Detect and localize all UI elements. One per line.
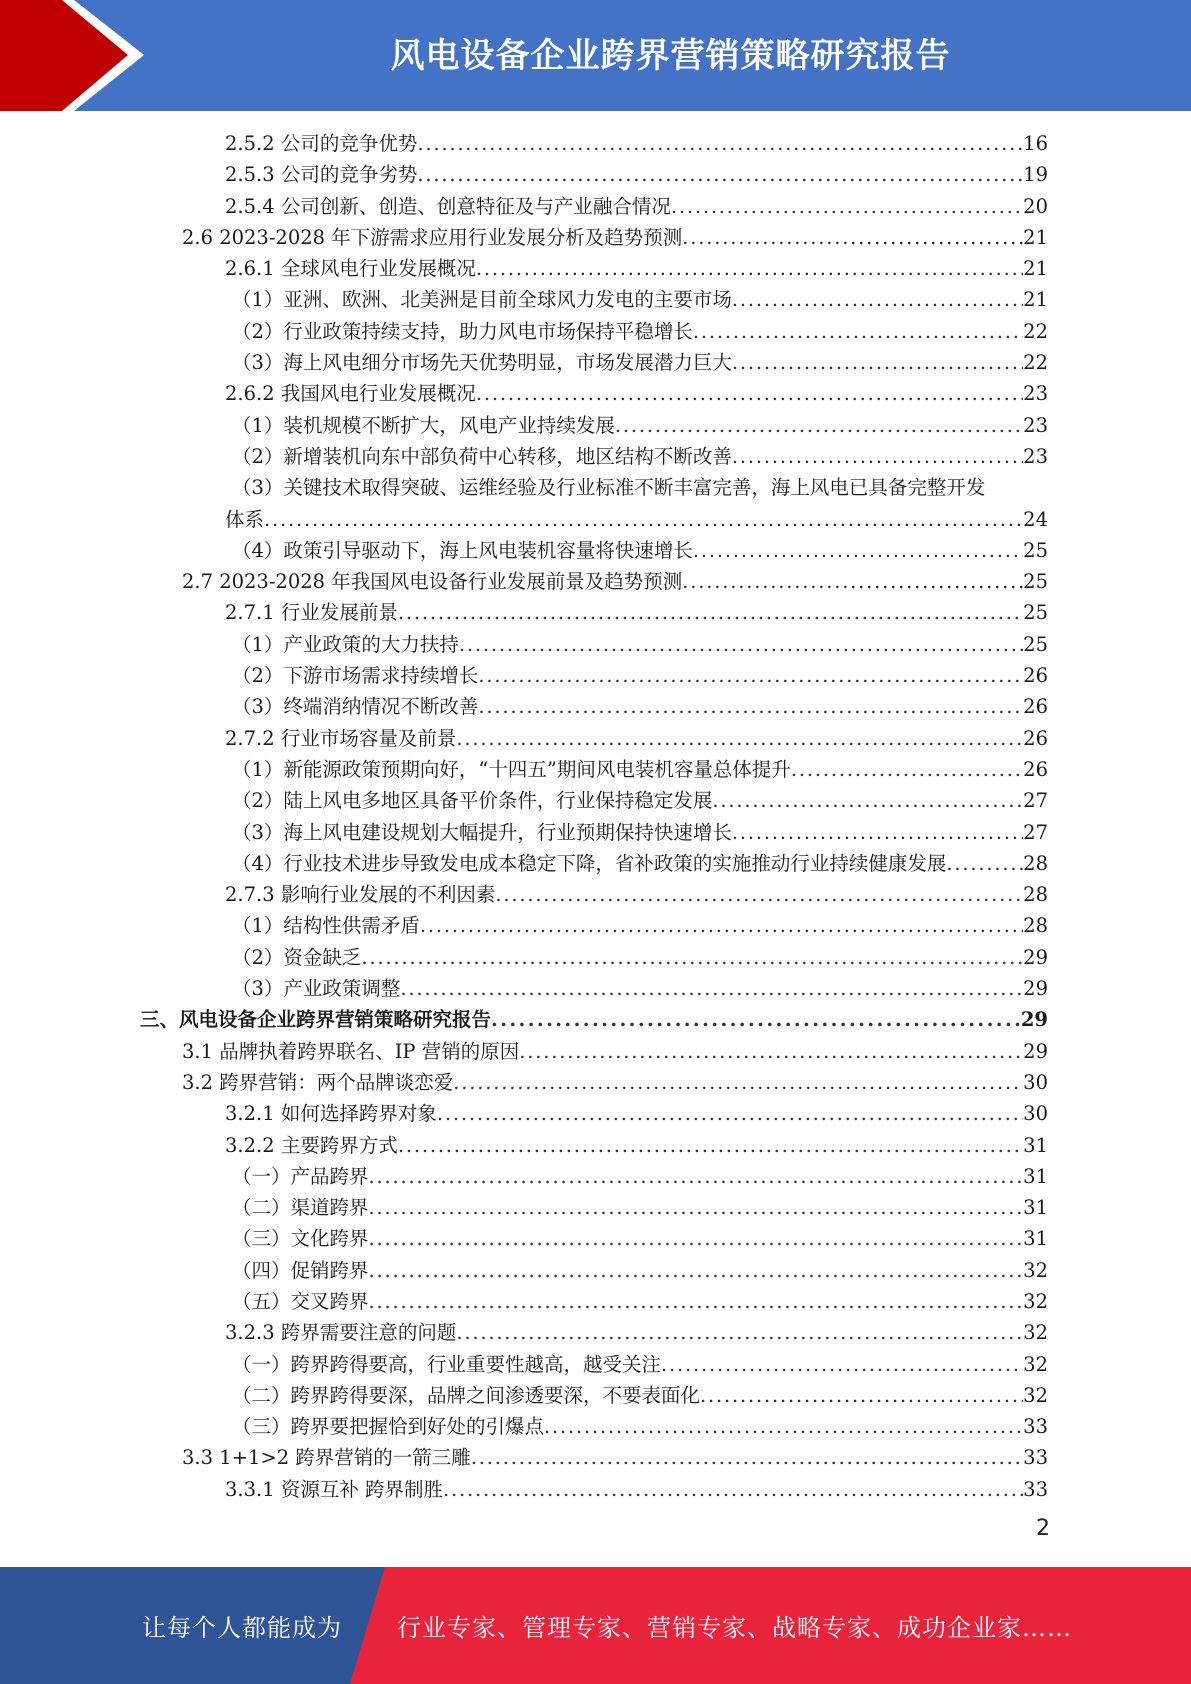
table-of-contents bbox=[140, 128, 1048, 1505]
toc-entry[interactable] bbox=[140, 1161, 1048, 1192]
dot-leader bbox=[946, 848, 1023, 879]
dot-leader bbox=[417, 159, 1023, 190]
toc-entry[interactable] bbox=[140, 629, 1048, 660]
toc-entry-page: 19 bbox=[1023, 163, 1048, 187]
toc-entry-page: 31 bbox=[1023, 1227, 1048, 1251]
toc-entry-page: 28 bbox=[1023, 914, 1048, 938]
toc-entry[interactable] bbox=[140, 942, 1048, 973]
dot-leader bbox=[369, 1192, 1024, 1223]
dot-leader bbox=[417, 128, 1023, 159]
dot-leader bbox=[456, 1317, 1023, 1348]
toc-entry-title: （二）跨界跨得要深，品牌之间渗透要深，不要表面化 bbox=[232, 1383, 701, 1407]
toc-entry[interactable] bbox=[140, 128, 1048, 159]
toc-entry-title: （1）新能源政策预期向好，“十四五”期间风电装机容量总体提升 bbox=[232, 757, 791, 781]
toc-entry-title: 3.1 品牌执着跨界联名、IP 营销的原因 bbox=[182, 1039, 520, 1063]
toc-entry[interactable] bbox=[140, 1442, 1048, 1473]
toc-entry-title: （三）跨界要把握恰到好处的引爆点 bbox=[232, 1415, 545, 1439]
toc-entry[interactable] bbox=[140, 347, 1048, 378]
toc-entry-page: 29 bbox=[1023, 1039, 1048, 1063]
dot-leader bbox=[398, 597, 1023, 628]
toc-entry-title: （1）亚洲、欧洲、北美洲是目前全球风力发电的主要市场 bbox=[232, 288, 732, 312]
dot-leader bbox=[443, 1474, 1023, 1505]
toc-entry-title: （4）政策引导驱动下，海上风电装机容量将快速增长 bbox=[232, 538, 693, 562]
toc-entry[interactable] bbox=[140, 848, 1048, 879]
toc-entry-title: （4）行业技术进步导致发电成本稳定下降，省补政策的实施推动行业持续健康发展 bbox=[232, 851, 947, 875]
dot-leader bbox=[700, 1380, 1023, 1411]
toc-entry-page: 23 bbox=[1023, 382, 1048, 406]
dot-leader bbox=[420, 910, 1023, 941]
toc-entry-page: 23 bbox=[1023, 444, 1048, 468]
toc-entry-title: （3）海上风电建设规划大幅提升，行业预期保持快速增长 bbox=[232, 820, 732, 844]
dot-leader bbox=[437, 1098, 1023, 1129]
page-title: 风电设备企业跨界营销策略研究报告 bbox=[390, 35, 951, 76]
footer-slogan-left: 让每个人都能成为 bbox=[142, 1614, 342, 1642]
toc-entry-title: （一）产品跨界 bbox=[232, 1164, 369, 1188]
toc-entry-page: 23 bbox=[1023, 413, 1048, 437]
toc-entry-title: （三）文化跨界 bbox=[232, 1227, 369, 1251]
toc-entry-page: 25 bbox=[1023, 632, 1048, 656]
toc-entry-title: 2.5.2 公司的竞争优势 bbox=[225, 132, 418, 155]
toc-entry-page: 21 bbox=[1023, 288, 1048, 312]
toc-entry-page: 28 bbox=[1023, 883, 1048, 907]
toc-entry-title: （二）渠道跨界 bbox=[232, 1196, 369, 1220]
toc-entry-title: 2.6.2 我国风电行业发展概况 bbox=[225, 382, 476, 406]
toc-entry-title: 3.3 1+1>2 跨界营销的一箭三雕 bbox=[182, 1446, 471, 1470]
dot-leader bbox=[693, 535, 1023, 566]
dot-leader bbox=[369, 1223, 1024, 1254]
toc-entry-title: （1）装机规模不断扩大，风电产业持续发展 bbox=[232, 413, 615, 437]
toc-entry-title: （3）终端消纳情况不断改善 bbox=[232, 695, 479, 719]
footer-slogan-right: 行业专家、管理专家、营销专家、战略专家、成功企业家…… bbox=[397, 1614, 1072, 1642]
toc-entry-page: 22 bbox=[1023, 319, 1048, 343]
toc-entry[interactable] bbox=[140, 191, 1048, 222]
toc-entry[interactable] bbox=[140, 597, 1048, 628]
toc-entry[interactable] bbox=[140, 410, 1048, 441]
toc-entry[interactable] bbox=[140, 1036, 1048, 1067]
toc-entry-page: 33 bbox=[1023, 1477, 1048, 1501]
toc-entry-title: （1）结构性供需矛盾 bbox=[232, 914, 420, 938]
dot-leader bbox=[671, 191, 1023, 222]
toc-entry[interactable] bbox=[140, 691, 1048, 722]
toc-entry-page: 31 bbox=[1023, 1196, 1048, 1220]
toc-entry-title: 2.6.1 全球风电行业发展概况 bbox=[225, 257, 476, 281]
toc-entry[interactable] bbox=[140, 253, 1048, 284]
toc-entry[interactable] bbox=[140, 1349, 1048, 1380]
toc-entry[interactable] bbox=[140, 378, 1048, 409]
toc-entry-page: 20 bbox=[1023, 194, 1048, 218]
toc-entry[interactable] bbox=[140, 973, 1048, 1004]
toc-entry[interactable] bbox=[140, 1192, 1048, 1223]
toc-entry-page: 30 bbox=[1023, 1102, 1048, 1126]
chevron-arrow-icon bbox=[0, 0, 160, 111]
toc-entry[interactable] bbox=[140, 1255, 1048, 1286]
toc-entry-page: 32 bbox=[1023, 1258, 1048, 1282]
toc-entry-page: 29 bbox=[1020, 1008, 1048, 1032]
toc-entry-page: 32 bbox=[1023, 1289, 1048, 1313]
toc-entry-page: 26 bbox=[1023, 664, 1048, 688]
toc-entry-title: 三、风电设备企业跨界营销策略研究报告 bbox=[140, 1008, 492, 1032]
toc-entry-title: 2.5.3 公司的竞争劣势 bbox=[225, 163, 418, 187]
toc-entry-page: 32 bbox=[1023, 1352, 1048, 1376]
dot-leader bbox=[369, 1286, 1024, 1317]
toc-entry[interactable] bbox=[140, 284, 1048, 315]
toc-entry-page: 22 bbox=[1023, 351, 1048, 375]
dot-leader bbox=[398, 1130, 1023, 1161]
toc-entry-page: 25 bbox=[1023, 570, 1048, 594]
toc-entry-title: 3.2 跨界营销：两个品牌谈恋爱 bbox=[182, 1070, 454, 1094]
toc-entry-page: 29 bbox=[1023, 945, 1048, 969]
toc-entry[interactable] bbox=[140, 566, 1048, 597]
toc-entry-title: 2.7.1 行业发展前景 bbox=[225, 601, 398, 625]
dot-leader bbox=[478, 691, 1023, 722]
toc-entry[interactable] bbox=[140, 159, 1048, 190]
toc-entry[interactable] bbox=[140, 723, 1048, 754]
dot-leader bbox=[459, 629, 1023, 660]
toc-entry-title: 2.7 2023-2028 年我国风电设备行业发展前景及趋势预测 bbox=[182, 570, 683, 594]
dot-leader bbox=[495, 879, 1023, 910]
toc-entry-page: 24 bbox=[1023, 507, 1048, 531]
toc-entry-title: （2）行业政策持续支持，助力风电市场保持平稳增长 bbox=[232, 319, 693, 343]
toc-entry-title: （3）产业政策调整 bbox=[232, 977, 401, 1001]
toc-entry[interactable] bbox=[140, 1411, 1048, 1442]
toc-entry[interactable] bbox=[140, 1130, 1048, 1161]
dot-leader bbox=[456, 723, 1023, 754]
toc-entry[interactable] bbox=[140, 910, 1048, 941]
toc-entry-title: 2.5.4 公司创新、创造、创意特征及与产业融合情况 bbox=[225, 194, 671, 218]
dot-leader bbox=[369, 1255, 1024, 1286]
toc-entry-page: 28 bbox=[1023, 851, 1048, 875]
toc-entry-title: 3.2.3 跨界需要注意的问题 bbox=[225, 1321, 457, 1345]
toc-entry-page: 32 bbox=[1023, 1383, 1048, 1407]
toc-entry-page: 21 bbox=[1023, 257, 1048, 281]
page-number: 2 bbox=[1036, 1516, 1050, 1541]
toc-entry-page: 32 bbox=[1023, 1321, 1048, 1345]
toc-entry[interactable] bbox=[140, 1223, 1048, 1254]
dot-leader bbox=[478, 660, 1023, 691]
toc-entry[interactable] bbox=[140, 222, 1048, 253]
dot-leader bbox=[361, 942, 1023, 973]
toc-entry-title: （3）关键技术取得突破、运维经验及行业标准不断丰富完善，海上风电已具备完整开发 bbox=[232, 476, 986, 500]
toc-entry[interactable] bbox=[140, 1004, 1048, 1035]
toc-entry[interactable] bbox=[140, 754, 1048, 785]
toc-entry-title: 2.7.3 影响行业发展的不利因素 bbox=[225, 883, 496, 907]
toc-entry-page: 33 bbox=[1023, 1446, 1048, 1470]
toc-entry-title: （五）交叉跨界 bbox=[232, 1289, 369, 1313]
toc-entry[interactable] bbox=[140, 1474, 1048, 1505]
page-footer bbox=[0, 1567, 1191, 1684]
toc-entry[interactable] bbox=[140, 660, 1048, 691]
dot-leader bbox=[369, 1161, 1024, 1192]
dot-leader bbox=[661, 1349, 1023, 1380]
dot-leader bbox=[491, 1004, 1021, 1035]
toc-entry-page: 27 bbox=[1023, 789, 1048, 813]
toc-entry-title: （2）陆上风电多地区具备平价条件，行业保持稳定发展 bbox=[232, 789, 713, 813]
toc-entry[interactable] bbox=[140, 1380, 1048, 1411]
toc-entry-page: 21 bbox=[1023, 225, 1048, 249]
toc-entry-title: 2.6 2023-2028 年下游需求应用行业发展分析及趋势预测 bbox=[182, 225, 683, 249]
toc-entry[interactable] bbox=[140, 472, 1048, 535]
dot-leader bbox=[544, 1411, 1023, 1442]
dot-leader bbox=[682, 566, 1023, 597]
dot-leader bbox=[791, 754, 1023, 785]
toc-entry-title: （一）跨界跨得要高，行业重要性越高，越受关注 bbox=[232, 1352, 662, 1376]
dot-leader bbox=[712, 785, 1023, 816]
dot-leader bbox=[400, 973, 1023, 1004]
dot-leader bbox=[732, 284, 1023, 315]
toc-entry-page: 16 bbox=[1023, 132, 1048, 155]
toc-entry[interactable] bbox=[140, 785, 1048, 816]
dot-leader bbox=[476, 253, 1023, 284]
toc-entry-page: 29 bbox=[1023, 977, 1048, 1001]
toc-entry[interactable] bbox=[140, 1317, 1048, 1348]
toc-entry-page: 27 bbox=[1023, 820, 1048, 844]
toc-entry-title-continued: 体系 bbox=[225, 507, 265, 531]
toc-entry-title: （四）促销跨界 bbox=[232, 1258, 369, 1282]
toc-entry-title: 3.2.1 如何选择跨界对象 bbox=[225, 1102, 437, 1126]
toc-entry[interactable] bbox=[140, 316, 1048, 347]
toc-entry-page: 26 bbox=[1023, 695, 1048, 719]
toc-entry[interactable] bbox=[140, 817, 1048, 848]
dot-leader bbox=[732, 441, 1023, 472]
toc-entry-page: 31 bbox=[1023, 1133, 1048, 1157]
toc-entry[interactable] bbox=[140, 1098, 1048, 1129]
toc-entry-title: 3.3.1 资源互补 跨界制胜 bbox=[225, 1477, 444, 1501]
dot-leader bbox=[519, 1036, 1023, 1067]
dot-leader bbox=[471, 1442, 1023, 1473]
dot-leader bbox=[264, 504, 1023, 535]
toc-entry-page: 33 bbox=[1023, 1415, 1048, 1439]
dot-leader bbox=[476, 378, 1023, 409]
dot-leader bbox=[693, 316, 1023, 347]
toc-entry-title: 3.2.2 主要跨界方式 bbox=[225, 1133, 398, 1157]
toc-entry-title: （3）海上风电细分市场先天优势明显，市场发展潜力巨大 bbox=[232, 351, 732, 375]
dot-leader bbox=[732, 817, 1023, 848]
toc-entry-page: 25 bbox=[1023, 601, 1048, 625]
toc-entry[interactable] bbox=[140, 441, 1048, 472]
toc-entry[interactable] bbox=[140, 879, 1048, 910]
toc-entry-page: 26 bbox=[1023, 757, 1048, 781]
toc-entry[interactable] bbox=[140, 1067, 1048, 1098]
toc-entry[interactable] bbox=[140, 535, 1048, 566]
toc-entry-page: 26 bbox=[1023, 726, 1048, 750]
dot-leader bbox=[453, 1067, 1023, 1098]
toc-entry-page: 30 bbox=[1023, 1070, 1048, 1094]
toc-entry-page: 31 bbox=[1023, 1164, 1048, 1188]
dot-leader bbox=[732, 347, 1023, 378]
dot-leader bbox=[615, 410, 1023, 441]
page-header bbox=[0, 0, 1191, 111]
dot-leader bbox=[682, 222, 1023, 253]
toc-entry-title: （2）资金缺乏 bbox=[232, 945, 362, 969]
toc-entry[interactable] bbox=[140, 1286, 1048, 1317]
toc-entry-title: （2）新增装机向东中部负荷中心转移，地区结构不断改善 bbox=[232, 444, 732, 468]
toc-entry-title: 2.7.2 行业市场容量及前景 bbox=[225, 726, 457, 750]
toc-entry-title: （2）下游市场需求持续增长 bbox=[232, 664, 479, 688]
toc-entry-title: （1）产业政策的大力扶持 bbox=[232, 632, 459, 656]
toc-entry-page: 25 bbox=[1023, 538, 1048, 562]
